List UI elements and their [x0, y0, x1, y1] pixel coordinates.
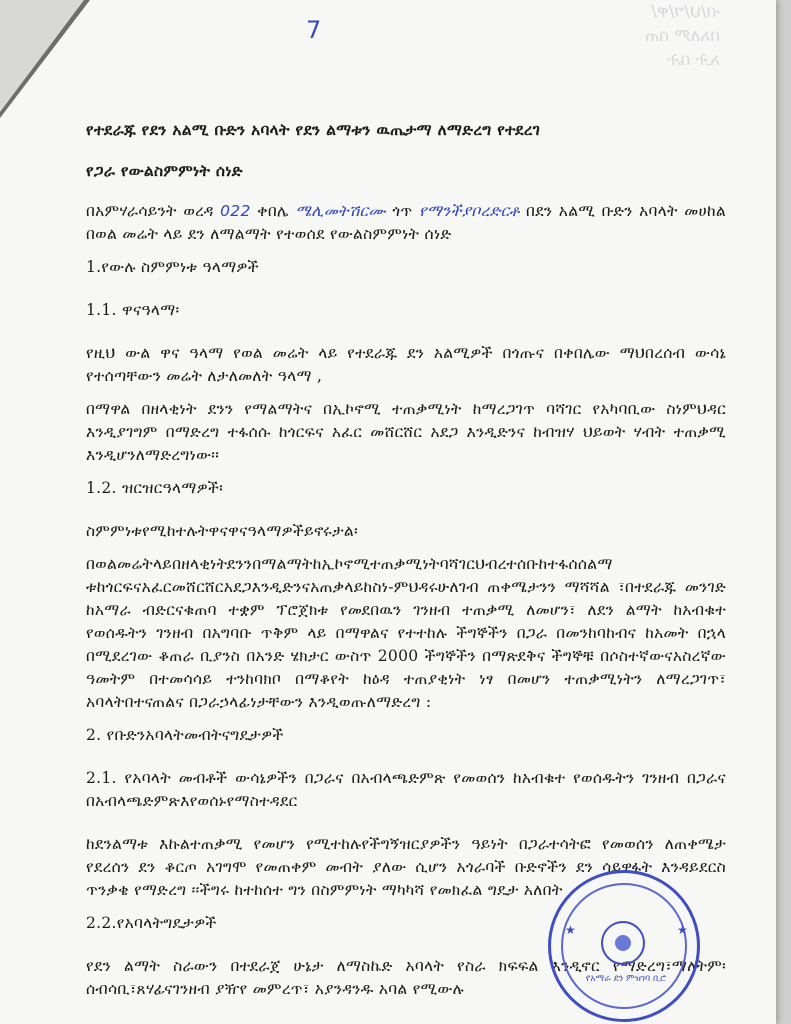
woreda-number-handwritten: 022 — [220, 202, 251, 220]
page-number: 7 — [306, 16, 322, 44]
official-stamp — [548, 870, 700, 1022]
document-type: የጋራ የውልስምምነት ሰነድ — [86, 161, 243, 180]
section-heading: 2.2.የአባላትግዴታዎች — [86, 914, 217, 932]
intro-post: በደን አልሚ ቡድን አባላት መሀከል በወል መሬት ላይ ደን ለማልማት የተወሰደ የውልስምምነት ሰነድ — [86, 202, 726, 243]
section-paragraph: የዚህ ውል ዋና ዓላማ የወል መሬት ላይ የተደራጁ ደን አልሚዎች በጎጡና በቀበሌው ማህበረሰብ ውሳኔ የተሰጣቸውን መሬት ለታለመለት ዓላማ , — [86, 344, 726, 385]
stamp-star-icon: ★ — [565, 923, 576, 937]
intro-pre: በአምሃራሳይንት ወረዳ — [86, 202, 214, 220]
bleed-through-text: ብ/ህ/ግ/ዋ/ በአለም ሰጠ ኢት ቤት — [644, 2, 720, 70]
stamp-bottom-text: የአማራ ደን ምዝገባ ቢሮ — [585, 974, 667, 984]
stamp-star-icon: ★ — [677, 923, 688, 937]
section-paragraph: ስምምነቱየሚከተሉትዋናዋናዓላማዎችይኖሩታል፡ — [86, 522, 358, 540]
gott-handwritten: የማንችያቦረድርቶ — [418, 202, 520, 220]
section-heading: 2. የቡድንአባላትመብትናግዴታዎች — [86, 726, 284, 744]
section-heading: 1.የውሉ ስምምነቱ ዓላማዎች — [86, 258, 259, 276]
stamp-emblem-icon — [601, 921, 645, 965]
folded-corner-underside — [0, 0, 84, 112]
section-paragraph: በማዋል በዘላቂነት ደንን የማልማትና በኢኮኖሚ ተጠቃሚነት ከማረጋገጥ ባሻገር የአካባቢው ስነምህዳር እንዲያገግም በማድረግ ተፋሰሱ ከጎርፍና አፈር መሸርሸር አደጋ እንዲድንና ከብዝሃ ህይወት ሃብት ተጠቃሚ እንዲሆንለማድረግነው፡፡ — [86, 400, 726, 464]
section-heading: 1.1. ዋናዓላማ፡ — [86, 301, 180, 319]
intro-paragraph — [86, 200, 726, 246]
document-title: የተደራጁ የደን አልሚ ቡድን አባላት የደን ልማቱን ዉጤታማ ለማድረግ የተደረገ — [86, 120, 541, 139]
section-paragraph: የደን ልማት ስራውን በተደራጀ ሁኔታ ለማስኬድ አባላት የስራ ክፍፍል እንዲኖር የማድረግ፣ማለትም፡ሰብሳቢ፣ጸሃፊናገንዘብ ያዥየ መምረጥ፣ አያንዳንዱ አባል የሚውሉ — [86, 957, 726, 998]
section-paragraph: ከደንልማቱ እኩልተጠቃሚ የመሆን የሚተከሉየችግኝዝርያዎችን ዓይነት በጋራተሳትፎ የመወሰን ለጠቀሜታ የደረሰን ደን ቆርጦ አገግሞ የመጠቀም መብት ያለው ሲሆን አጎራባች ቡድኖችን ደን ሳይዋፋት እንዳይደርስ ጥንቃቄ የማድረግ ፡፡ችግሩ ከተከሰተ ግን በስምምነት ማካካሻ የመክፈል ግዴታ አለበት — [86, 835, 726, 899]
section-paragraph: በወልመሬትላይበዘላቂነትደንንበማልማትከኢኮኖሚተጠቃሚነትባሻገርህብረተሰቡከተፋሰሰልማ ቱከጎርፍናአፈርመሸርሸርአደጋእንዲድንናአጠቃላይከስነ-ምህዳሩሁለገብ ጠቀሜታንን ማሻሻል ፣በተደራጁ መንገድ ከአማራ ብድርናቁጠባ ተቋም ፕሮጀክቱ የመደበዉን ገንዘብ ተጠቃሚ ለመሆን፣ ለደን ልማት ከአብቁተ የወሰዱትን ገንዘብ በአግባቡ ጥቅም ላይ በማዋልና የተተከሉ ችግኞችን በጋራ በመንከባከብና ከአመት በኋላ በሚደረገው ቆጠራ ቢያንስ በአንድ ሄክታር ውስጥ 2000 ችግኞችን በማጽደቅና ችግኞቹ በሶስተኛውናአስረኛው ዓመትም በተመሳሳይ ተንከባክቦ በማቆየት ከዕዳ ተጠያቂነት ነፃ በመሆን ተጠቃሚነትን ለማረጋገጥ፣ አባላትበተናጠልና በጋራኃላፊነታቸውን እንዲወጡለማድረግ : — [86, 555, 726, 711]
kebele-handwritten: ሜሊመትሽርሙ — [295, 202, 386, 220]
section-heading: 2.1. የአባላት መብቶች ውሳኔዎችን በጋራና በአብላጫድምጽ የመወሰን ከአብቁተ የወሰዱትን ገንዘብ በጋራና በአብላጫድምጽእየወሰኑየማስተዳደር — [86, 769, 726, 810]
kebele-label: ቀበሌ — [257, 202, 289, 220]
section-heading: 1.2. ዝርዝርዓላማዎች፡ — [86, 479, 224, 497]
gott-label: ጎጥ — [392, 202, 413, 220]
